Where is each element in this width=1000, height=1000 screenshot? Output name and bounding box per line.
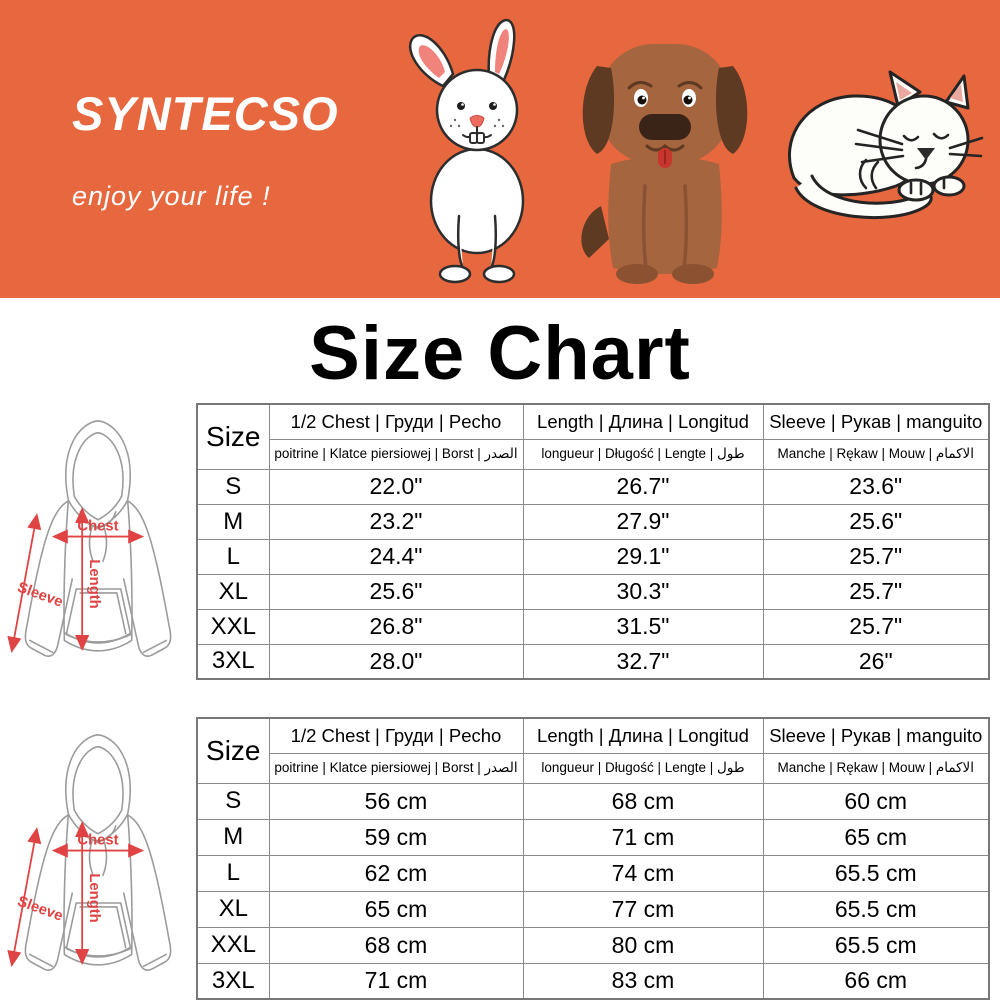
length-cell: 29.1" — [523, 539, 763, 574]
sleeve-label: Sleeve — [15, 893, 65, 925]
length-cell: 31.5" — [523, 609, 763, 644]
table-row — [197, 644, 989, 679]
col-subheader-chest: poitrine | Klatce piersiowej | Borst | الصدر — [269, 439, 523, 469]
length-cell: 74 cm — [523, 855, 763, 891]
chest-cell: 25.6" — [269, 574, 523, 609]
size-section-cm — [0, 715, 1000, 1000]
col-header-sleeve: Sleeve | Рукав | manguito — [763, 404, 989, 439]
table-row — [197, 927, 989, 963]
length-label: Length — [86, 559, 103, 609]
table-row — [197, 819, 989, 855]
size-cell: M — [197, 504, 269, 539]
col-header-chest: 1/2 Chest | Груди | Pecho — [269, 404, 523, 439]
size-cell: M — [197, 819, 269, 855]
chest-cell: 68 cm — [269, 927, 523, 963]
sleeve-cell: 25.7" — [763, 539, 989, 574]
sleeve-cell: 25.6" — [763, 504, 989, 539]
page-title: Size Chart — [309, 311, 691, 396]
brand-name: SYNTECSO — [72, 87, 339, 140]
length-cell: 77 cm — [523, 891, 763, 927]
table-row — [197, 963, 989, 999]
table-row — [197, 609, 989, 644]
rabbit-illustration-icon — [393, 16, 561, 286]
brand-tagline: enjoy your life ! — [72, 181, 271, 211]
length-cell: 68 cm — [523, 783, 763, 819]
table-row — [197, 855, 989, 891]
length-cell: 80 cm — [523, 927, 763, 963]
chest-label: Chest — [77, 832, 119, 849]
brand-block — [72, 86, 339, 212]
dog-illustration-icon — [567, 36, 763, 286]
table-row — [197, 783, 989, 819]
sleeve-cell: 65.5 cm — [763, 855, 989, 891]
size-cell: XXL — [197, 609, 269, 644]
sleeve-label: Sleeve — [15, 579, 65, 611]
length-cell: 30.3" — [523, 574, 763, 609]
hoodie-measure-diagram — [0, 401, 196, 683]
hoodie-diagram-wrap — [0, 715, 196, 997]
sleeve-cell: 25.7" — [763, 574, 989, 609]
size-table-cm — [196, 717, 990, 1000]
sleeve-cell: 65.5 cm — [763, 927, 989, 963]
col-header-length: Length | Длина | Longitud — [523, 718, 763, 753]
sleeve-cell: 23.6" — [763, 469, 989, 504]
col-subheader-sleeve: Manche | Rękaw | Mouw | الاكمام — [763, 753, 989, 783]
size-cell: L — [197, 855, 269, 891]
chest-cell: 26.8" — [269, 609, 523, 644]
table-row — [197, 469, 989, 504]
size-cell: L — [197, 539, 269, 574]
chest-cell: 23.2" — [269, 504, 523, 539]
size-section-inches — [0, 401, 1000, 683]
col-subheader-length: longueur | Długość | Lengte | طول — [523, 439, 763, 469]
size-cell: XL — [197, 891, 269, 927]
size-cell: 3XL — [197, 963, 269, 999]
sleeve-cell: 60 cm — [763, 783, 989, 819]
col-header-size: Size — [197, 718, 269, 783]
table-row — [197, 574, 989, 609]
col-header-length: Length | Длина | Longitud — [523, 404, 763, 439]
col-subheader-sleeve: Manche | Rękaw | Mouw | الاكمام — [763, 439, 989, 469]
hoodie-diagram-wrap — [0, 401, 196, 683]
sleeve-cell: 66 cm — [763, 963, 989, 999]
sleeve-cell: 65.5 cm — [763, 891, 989, 927]
length-cell: 71 cm — [523, 819, 763, 855]
length-cell: 27.9" — [523, 504, 763, 539]
size-cell: XXL — [197, 927, 269, 963]
cat-illustration-icon — [766, 60, 986, 248]
length-cell: 26.7" — [523, 469, 763, 504]
length-cell: 32.7" — [523, 644, 763, 679]
col-header-chest: 1/2 Chest | Груди | Pecho — [269, 718, 523, 753]
chest-cell: 22.0" — [269, 469, 523, 504]
sleeve-cell: 25.7" — [763, 609, 989, 644]
size-table-inches — [196, 403, 990, 680]
chest-label: Chest — [77, 518, 119, 535]
chest-cell: 71 cm — [269, 963, 523, 999]
length-label: Length — [86, 873, 103, 923]
col-header-size: Size — [197, 404, 269, 469]
chest-cell: 59 cm — [269, 819, 523, 855]
brand-banner — [0, 0, 1000, 298]
chest-cell: 65 cm — [269, 891, 523, 927]
chest-cell: 24.4" — [269, 539, 523, 574]
sleeve-cell: 65 cm — [763, 819, 989, 855]
chest-cell: 28.0" — [269, 644, 523, 679]
col-header-sleeve: Sleeve | Рукав | manguito — [763, 718, 989, 753]
col-subheader-length: longueur | Długość | Lengte | طول — [523, 753, 763, 783]
size-cell: S — [197, 469, 269, 504]
table-row — [197, 891, 989, 927]
size-cell: 3XL — [197, 644, 269, 679]
length-cell: 83 cm — [523, 963, 763, 999]
chest-cell: 62 cm — [269, 855, 523, 891]
sleeve-cell: 26" — [763, 644, 989, 679]
size-cell: S — [197, 783, 269, 819]
hoodie-measure-diagram — [0, 715, 196, 997]
size-cell: XL — [197, 574, 269, 609]
table-row — [197, 504, 989, 539]
table-row — [197, 539, 989, 574]
chest-cell: 56 cm — [269, 783, 523, 819]
col-subheader-chest: poitrine | Klatce piersiowej | Borst | الصدر — [269, 753, 523, 783]
